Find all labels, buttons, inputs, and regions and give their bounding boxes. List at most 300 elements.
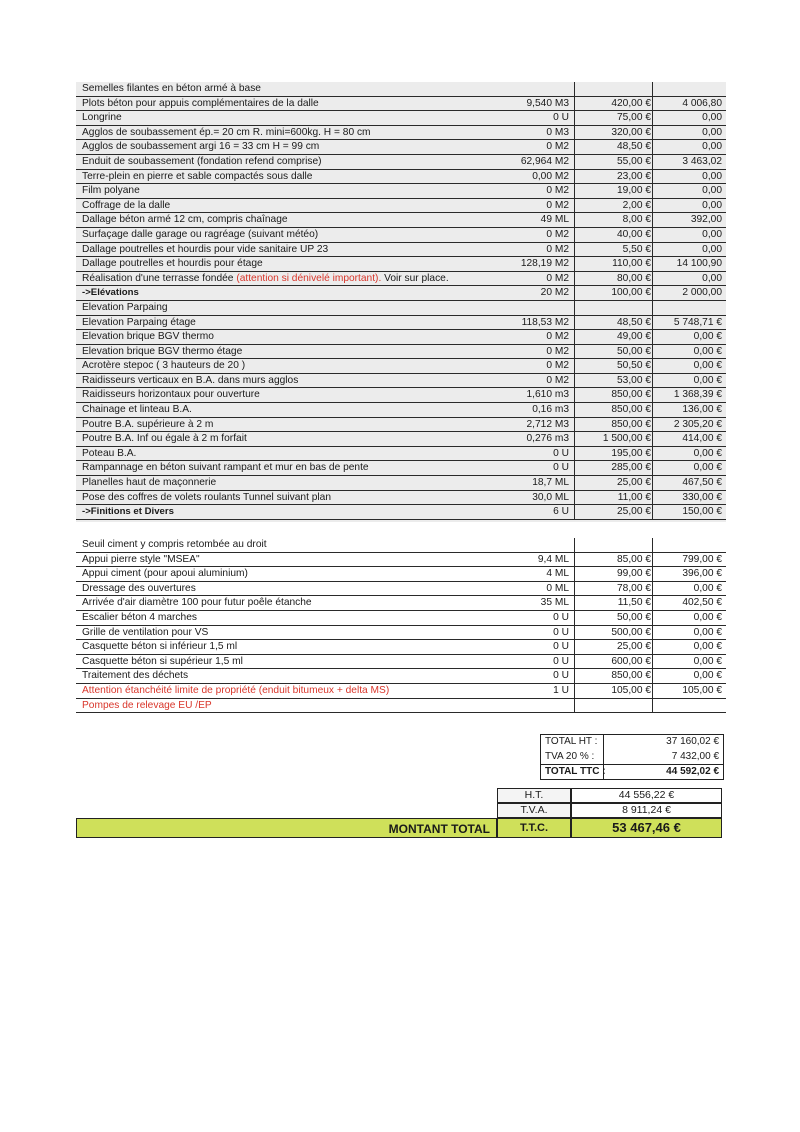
- item-total: 0,00: [702, 141, 722, 153]
- item-warning-text: Attention étanchéité limite de propriété (enduit bitumeux + delta MS): [82, 684, 390, 696]
- structural-item-row: [76, 140, 726, 155]
- structural-item-row: [76, 228, 726, 243]
- item-quantity: 9,4 ML: [537, 553, 569, 565]
- column-separator: [652, 640, 653, 655]
- item-total: 0,00: [702, 228, 722, 240]
- item-quantity: 20 M2: [540, 287, 569, 299]
- finishing-item-row: [76, 669, 726, 684]
- item-total: 0,00: [702, 199, 722, 211]
- column-separator: [574, 655, 575, 670]
- column-separator: [574, 345, 575, 360]
- item-label: [82, 330, 214, 345]
- item-unit-price: 48,50 €: [617, 141, 651, 153]
- item-unit-price: 50,50 €: [617, 360, 651, 372]
- item-quantity: 1,610 m3: [526, 389, 569, 401]
- item-label: [82, 553, 200, 568]
- column-separator: [652, 111, 653, 126]
- item-label-text: Casquette béton si inférieur 1,5 ml: [82, 641, 238, 653]
- column-separator: [574, 432, 575, 447]
- item-label-text: Grille de ventilation pour VS: [82, 626, 209, 638]
- item-quantity: 0 M2: [546, 141, 569, 153]
- column-separator: [574, 243, 575, 258]
- structural-item-row: [76, 491, 726, 506]
- item-quantity: 0 U: [553, 447, 569, 459]
- item-quantity: 4 ML: [546, 568, 569, 580]
- column-separator: [652, 553, 653, 568]
- item-total: 105,00 €: [682, 684, 722, 696]
- item-unit-price: 5,50 €: [622, 243, 651, 255]
- column-separator: [574, 582, 575, 597]
- item-quantity: 0,276 m3: [526, 433, 569, 445]
- column-separator: [652, 388, 653, 403]
- item-label: [82, 82, 261, 97]
- grand-ttc-label: T.T.C.: [497, 818, 571, 838]
- item-label-text: Elevation brique BGV thermo étage: [82, 345, 243, 357]
- column-separator: [574, 418, 575, 433]
- structural-item-row: [76, 82, 726, 97]
- item-label-text: Escalier béton 4 marches: [82, 611, 197, 623]
- structural-item-row: [76, 184, 726, 199]
- subtotal-ht-label: TOTAL HT :: [545, 736, 598, 747]
- item-total: 0,00: [702, 243, 722, 255]
- item-total: 0,00 €: [693, 360, 722, 372]
- column-separator: [652, 199, 653, 214]
- structural-item-row: [76, 257, 726, 272]
- item-label-text: Planelles haut de maçonnerie: [82, 477, 217, 489]
- column-separator: [574, 155, 575, 170]
- item-label-text: Semelles filantes en béton armé à base: [82, 83, 261, 94]
- finishing-works-table: [76, 538, 726, 713]
- item-label: [82, 684, 389, 699]
- item-label: [82, 184, 140, 199]
- column-separator: [652, 699, 653, 714]
- column-separator: [652, 140, 653, 155]
- structural-item-row: [76, 403, 726, 418]
- grand-ttc-value: 53 467,46 €: [571, 818, 722, 838]
- column-separator: [652, 82, 653, 97]
- structural-item-row: [76, 432, 726, 447]
- structural-item-row: [76, 272, 726, 287]
- item-total: 1 368,39 €: [673, 389, 722, 401]
- item-total: 0,00: [702, 126, 722, 138]
- column-separator: [652, 257, 653, 272]
- column-separator: [652, 359, 653, 374]
- item-label-text: Acrotère stepoc ( 3 hauteurs de 20 ): [82, 360, 246, 372]
- subtotal-ht-row: [541, 735, 723, 750]
- column-separator: [652, 476, 653, 491]
- item-label-text: Poutre B.A. Inf ou égale à 2 m forfait: [82, 433, 247, 445]
- item-label-text: Elevation Parpaing: [82, 301, 168, 313]
- subtotal-ttc-value: 44 592,02 €: [666, 766, 719, 778]
- item-label: [82, 596, 312, 611]
- column-separator: [652, 567, 653, 582]
- structural-item-row: [76, 301, 726, 316]
- item-unit-price: 285,00 €: [611, 462, 651, 474]
- item-label: [82, 140, 319, 155]
- column-separator: [574, 126, 575, 141]
- column-separator: [574, 640, 575, 655]
- item-total: 414,00 €: [682, 433, 722, 445]
- column-separator: [574, 476, 575, 491]
- item-unit-price: 500,00 €: [611, 626, 651, 638]
- structural-item-row: [76, 418, 726, 433]
- item-warning-text: (attention si dénivelé important).: [236, 272, 382, 284]
- column-separator: [652, 669, 653, 684]
- finishing-item-row: [76, 582, 726, 597]
- item-label: [82, 243, 328, 258]
- column-separator: [652, 126, 653, 141]
- column-separator: [574, 669, 575, 684]
- column-separator: [652, 184, 653, 199]
- item-total: 330,00 €: [682, 491, 722, 503]
- item-quantity: 35 ML: [540, 597, 569, 609]
- structural-item-row: [76, 97, 726, 112]
- subtotal-tva-value: 7 432,00 €: [671, 750, 719, 762]
- item-label-text: Agglos de soubassement ép.= 20 cm R. mini=600kg. H = 80 cm: [82, 126, 371, 138]
- item-unit-price: 25,00 €: [617, 506, 651, 518]
- item-unit-price: 850,00 €: [611, 389, 651, 401]
- item-total: 150,00 €: [682, 506, 722, 518]
- structural-item-row: [76, 155, 726, 170]
- item-total: 0,00 €: [693, 655, 722, 667]
- item-label-text: Casquette béton si supérieur 1,5 ml: [82, 655, 243, 667]
- item-unit-price: 75,00 €: [617, 112, 651, 124]
- item-total: 2 000,00: [682, 287, 722, 299]
- item-total: 2 305,20 €: [673, 418, 722, 430]
- item-label-text: Dallage béton armé 12 cm, compris chaînage: [82, 214, 288, 226]
- structural-item-row: [76, 359, 726, 374]
- item-unit-price: 25,00 €: [617, 641, 651, 653]
- column-separator: [652, 155, 653, 170]
- structural-item-row: [76, 461, 726, 476]
- column-separator: [574, 611, 575, 626]
- item-unit-price: 600,00 €: [611, 655, 651, 667]
- item-label-text: Poutre B.A. supérieure à 2 m: [82, 418, 214, 430]
- item-label: [82, 345, 242, 360]
- item-total: 392,00: [690, 214, 722, 226]
- subtotal-ht-value: 37 160,02 €: [666, 736, 719, 747]
- item-label-text: Terre-plein en pierre et sable compactés sous dalle: [82, 170, 313, 182]
- item-unit-price: 50,00 €: [617, 611, 651, 623]
- item-label: [82, 476, 216, 491]
- item-label-text: Poteau B.A.: [82, 447, 137, 459]
- item-label: [82, 567, 248, 582]
- item-unit-price: 23,00 €: [617, 170, 651, 182]
- item-unit-price: 8,00 €: [622, 214, 651, 226]
- item-label-text: Chainage et linteau B.A.: [82, 404, 192, 416]
- item-unit-price: 80,00 €: [617, 272, 651, 284]
- structural-item-row: [76, 170, 726, 185]
- structural-item-row: [76, 111, 726, 126]
- item-total: 0,00 €: [693, 641, 722, 653]
- structural-item-row: [76, 199, 726, 214]
- column-separator: [652, 582, 653, 597]
- column-separator: [652, 611, 653, 626]
- item-quantity: 0 U: [553, 611, 569, 623]
- item-label-tail: Voir sur place.: [381, 272, 449, 284]
- item-total: 0,00: [702, 112, 722, 124]
- column-separator: [652, 243, 653, 258]
- item-label: [82, 199, 170, 214]
- column-separator: [574, 626, 575, 641]
- item-total: 0,00: [702, 272, 722, 284]
- item-unit-price: 1 500,00 €: [602, 433, 651, 445]
- subtotal-tva-label: TVA 20 % :: [545, 750, 595, 762]
- montant-total-label: MONTANT TOTAL: [76, 818, 497, 838]
- item-unit-price: 850,00 €: [611, 404, 651, 416]
- item-label: [82, 111, 122, 126]
- subtotal-ttc-label: TOTAL TTC :: [545, 766, 606, 778]
- subtotal-tva-row: [541, 750, 723, 765]
- item-label-text: ->Finitions et Divers: [82, 506, 174, 518]
- item-total: 799,00 €: [682, 553, 722, 565]
- structural-item-row: [76, 243, 726, 258]
- column-separator: [652, 432, 653, 447]
- item-total: 0,00 €: [693, 345, 722, 357]
- structural-item-row: [76, 213, 726, 228]
- item-unit-price: 85,00 €: [617, 553, 651, 565]
- item-total: 0,00 €: [693, 582, 722, 594]
- grand-tva-value: 8 911,24 €: [571, 803, 722, 818]
- column-separator: [652, 345, 653, 360]
- item-quantity: 128,19 M2: [520, 258, 569, 270]
- column-separator: [574, 330, 575, 345]
- item-label-text: Rampannage en béton suivant rampant et mur en bas de pente: [82, 462, 369, 474]
- item-unit-price: 105,00 €: [611, 684, 651, 696]
- structural-item-row: [76, 374, 726, 389]
- grand-tva-row: [497, 803, 722, 818]
- column-separator: [574, 213, 575, 228]
- item-total: 0,00 €: [693, 670, 722, 682]
- item-label: [82, 257, 263, 272]
- item-unit-price: 110,00 €: [612, 258, 651, 270]
- item-total: 0,00 €: [693, 626, 722, 638]
- item-unit-price: 78,00 €: [617, 582, 651, 594]
- item-label-text: Agglos de soubassement argi 16 = 33 cm H = 99 cm: [82, 141, 320, 153]
- structural-works-table: [76, 82, 726, 522]
- column-separator: [652, 272, 653, 287]
- item-quantity: 0,16 m3: [532, 404, 569, 416]
- item-label: [82, 447, 136, 462]
- grand-ttc-row: [76, 818, 722, 838]
- column-separator: [574, 170, 575, 185]
- item-label: [82, 432, 247, 447]
- item-label: [82, 611, 197, 626]
- item-label: [82, 301, 168, 316]
- item-label-text: Appui ciment (pour apoui aluminium): [82, 568, 248, 580]
- item-unit-price: 48,50 €: [617, 316, 651, 328]
- item-label-text: Film polyane: [82, 185, 140, 197]
- item-label: [82, 418, 213, 433]
- item-total: 0,00 €: [693, 611, 722, 623]
- column-separator: [574, 684, 575, 699]
- column-separator: [652, 213, 653, 228]
- item-label-text: Dressage des ouvertures: [82, 582, 196, 594]
- finishing-item-row: [76, 538, 726, 553]
- item-label: [82, 538, 267, 553]
- column-separator: [652, 374, 653, 389]
- item-total: 402,50 €: [682, 597, 722, 609]
- item-label-text: Seuil ciment y compris retombée au droit: [82, 539, 267, 550]
- item-total: 0,00 €: [693, 447, 722, 459]
- structural-item-row: [76, 126, 726, 141]
- column-separator: [574, 286, 575, 301]
- column-separator: [574, 316, 575, 331]
- item-label: [82, 505, 174, 520]
- item-total: 0,00 €: [693, 331, 722, 343]
- finishing-item-row: [76, 596, 726, 611]
- item-label: [82, 582, 196, 597]
- column-separator: [574, 553, 575, 568]
- item-label: [82, 626, 208, 641]
- column-separator: [574, 491, 575, 506]
- item-label: [82, 228, 318, 243]
- item-unit-price: 40,00 €: [617, 228, 651, 240]
- item-label: [82, 388, 260, 403]
- quote-sheet: [76, 82, 726, 713]
- column-separator: [574, 567, 575, 582]
- item-quantity: 49 ML: [540, 214, 569, 226]
- structural-item-row: [76, 505, 726, 520]
- item-label: [82, 655, 243, 670]
- item-quantity: 0 U: [553, 655, 569, 667]
- column-separator: [574, 699, 575, 714]
- column-separator: [574, 272, 575, 287]
- item-label: [82, 640, 237, 655]
- column-separator: [652, 505, 653, 520]
- item-quantity: 0 U: [553, 641, 569, 653]
- item-total: 0,00: [702, 170, 722, 182]
- column-separator: [574, 199, 575, 214]
- column-separator: [652, 461, 653, 476]
- item-unit-price: 320,00 €: [611, 126, 651, 138]
- item-label-text: Elevation brique BGV thermo: [82, 331, 214, 343]
- subtotal-box: [540, 734, 724, 780]
- grand-total-block: [76, 788, 722, 838]
- column-separator: [574, 111, 575, 126]
- item-label-text: Longrine: [82, 112, 122, 124]
- item-label-text: ->Elévations: [82, 287, 139, 299]
- item-label: [82, 491, 331, 506]
- column-separator: [574, 228, 575, 243]
- item-label: [82, 699, 212, 714]
- item-unit-price: 11,50 €: [617, 597, 651, 609]
- item-label: [82, 359, 245, 374]
- structural-item-row: [76, 447, 726, 462]
- item-label: [82, 316, 196, 331]
- item-label-text: Appui pierre style "MSEA": [82, 553, 200, 565]
- structural-item-row: [76, 345, 726, 360]
- item-label: [82, 286, 139, 301]
- item-label: [82, 126, 371, 141]
- item-label-text: Traitement des déchets: [82, 670, 189, 682]
- grand-ht-value: 44 556,22 €: [571, 788, 722, 803]
- grand-tva-label: T.V.A.: [497, 803, 571, 818]
- column-separator: [652, 286, 653, 301]
- column-separator: [574, 596, 575, 611]
- item-total: 0,00 €: [693, 462, 722, 474]
- item-unit-price: 19,00 €: [617, 185, 651, 197]
- column-separator: [574, 538, 575, 553]
- item-label: [82, 374, 298, 389]
- item-label: [82, 669, 188, 684]
- item-quantity: 0 M2: [546, 345, 569, 357]
- item-quantity: 0 M3: [546, 126, 569, 138]
- finishing-item-row: [76, 611, 726, 626]
- column-separator: [574, 301, 575, 316]
- item-quantity: 0 M2: [546, 199, 569, 211]
- item-label-text: Dallage poutrelles et hourdis pour vide sanitaire UP 23: [82, 243, 329, 255]
- item-quantity: 118,53 M2: [521, 316, 569, 328]
- item-total: 5 748,71 €: [673, 316, 722, 328]
- column-separator: [574, 403, 575, 418]
- item-unit-price: 99,00 €: [617, 568, 651, 580]
- item-label-text: Pose des coffres de volets roulants Tunnel suivant plan: [82, 491, 331, 503]
- item-total: 0,00: [702, 185, 722, 197]
- item-unit-price: 25,00 €: [617, 477, 651, 489]
- item-label-text: Dallage poutrelles et hourdis pour étage: [82, 258, 263, 270]
- item-label-text: Coffrage de la dalle: [82, 199, 171, 211]
- item-unit-price: 55,00 €: [617, 155, 651, 167]
- column-separator: [574, 97, 575, 112]
- item-quantity: 1 U: [553, 684, 569, 696]
- column-separator: [574, 447, 575, 462]
- item-quantity: 0 M2: [546, 228, 569, 240]
- item-label-text: Enduit de soubassement (fondation refend comprise): [82, 155, 322, 167]
- column-separator: [652, 170, 653, 185]
- item-quantity: 0 U: [553, 626, 569, 638]
- item-label-text: Réalisation d'une terrasse fondée: [82, 272, 234, 284]
- column-separator: [574, 359, 575, 374]
- item-unit-price: 11,00 €: [617, 491, 651, 503]
- item-total: 3 463,02: [682, 155, 722, 167]
- item-total: 396,00 €: [682, 568, 722, 580]
- item-total: 467,50 €: [682, 477, 722, 489]
- item-quantity: 62,964 M2: [520, 155, 569, 167]
- column-separator: [652, 491, 653, 506]
- item-quantity: 0 M2: [546, 374, 569, 386]
- column-separator: [652, 447, 653, 462]
- column-separator: [652, 301, 653, 316]
- column-separator: [574, 257, 575, 272]
- item-label-text: Plots béton pour appuis complémentaires de la dalle: [82, 97, 319, 109]
- item-unit-price: 53,00 €: [617, 374, 651, 386]
- column-separator: [574, 461, 575, 476]
- column-separator: [652, 626, 653, 641]
- item-label: [82, 403, 192, 418]
- column-separator: [574, 505, 575, 520]
- item-total: 136,00 €: [682, 404, 722, 416]
- item-unit-price: 50,00 €: [617, 345, 651, 357]
- item-warning-text: Pompes de relevage EU /EP: [82, 699, 212, 711]
- structural-item-row: [76, 388, 726, 403]
- item-unit-price: 420,00 €: [611, 97, 651, 109]
- item-quantity: 0 ML: [546, 582, 569, 594]
- finishing-item-row: [76, 640, 726, 655]
- item-quantity: 0 M2: [546, 331, 569, 343]
- column-separator: [574, 184, 575, 199]
- item-label-text: Arrivée d'air diamètre 100 pour futur poêle étanche: [82, 597, 312, 609]
- grand-ht-label: H.T.: [497, 788, 571, 803]
- column-separator: [652, 403, 653, 418]
- column-separator: [574, 388, 575, 403]
- item-quantity: 0 U: [553, 462, 569, 474]
- column-separator: [652, 684, 653, 699]
- column-separator: [652, 316, 653, 331]
- item-label-text: Surfaçage dalle garage ou ragréage (suivant météo): [82, 228, 319, 240]
- column-separator: [574, 140, 575, 155]
- item-total: 14 100,90: [676, 258, 722, 270]
